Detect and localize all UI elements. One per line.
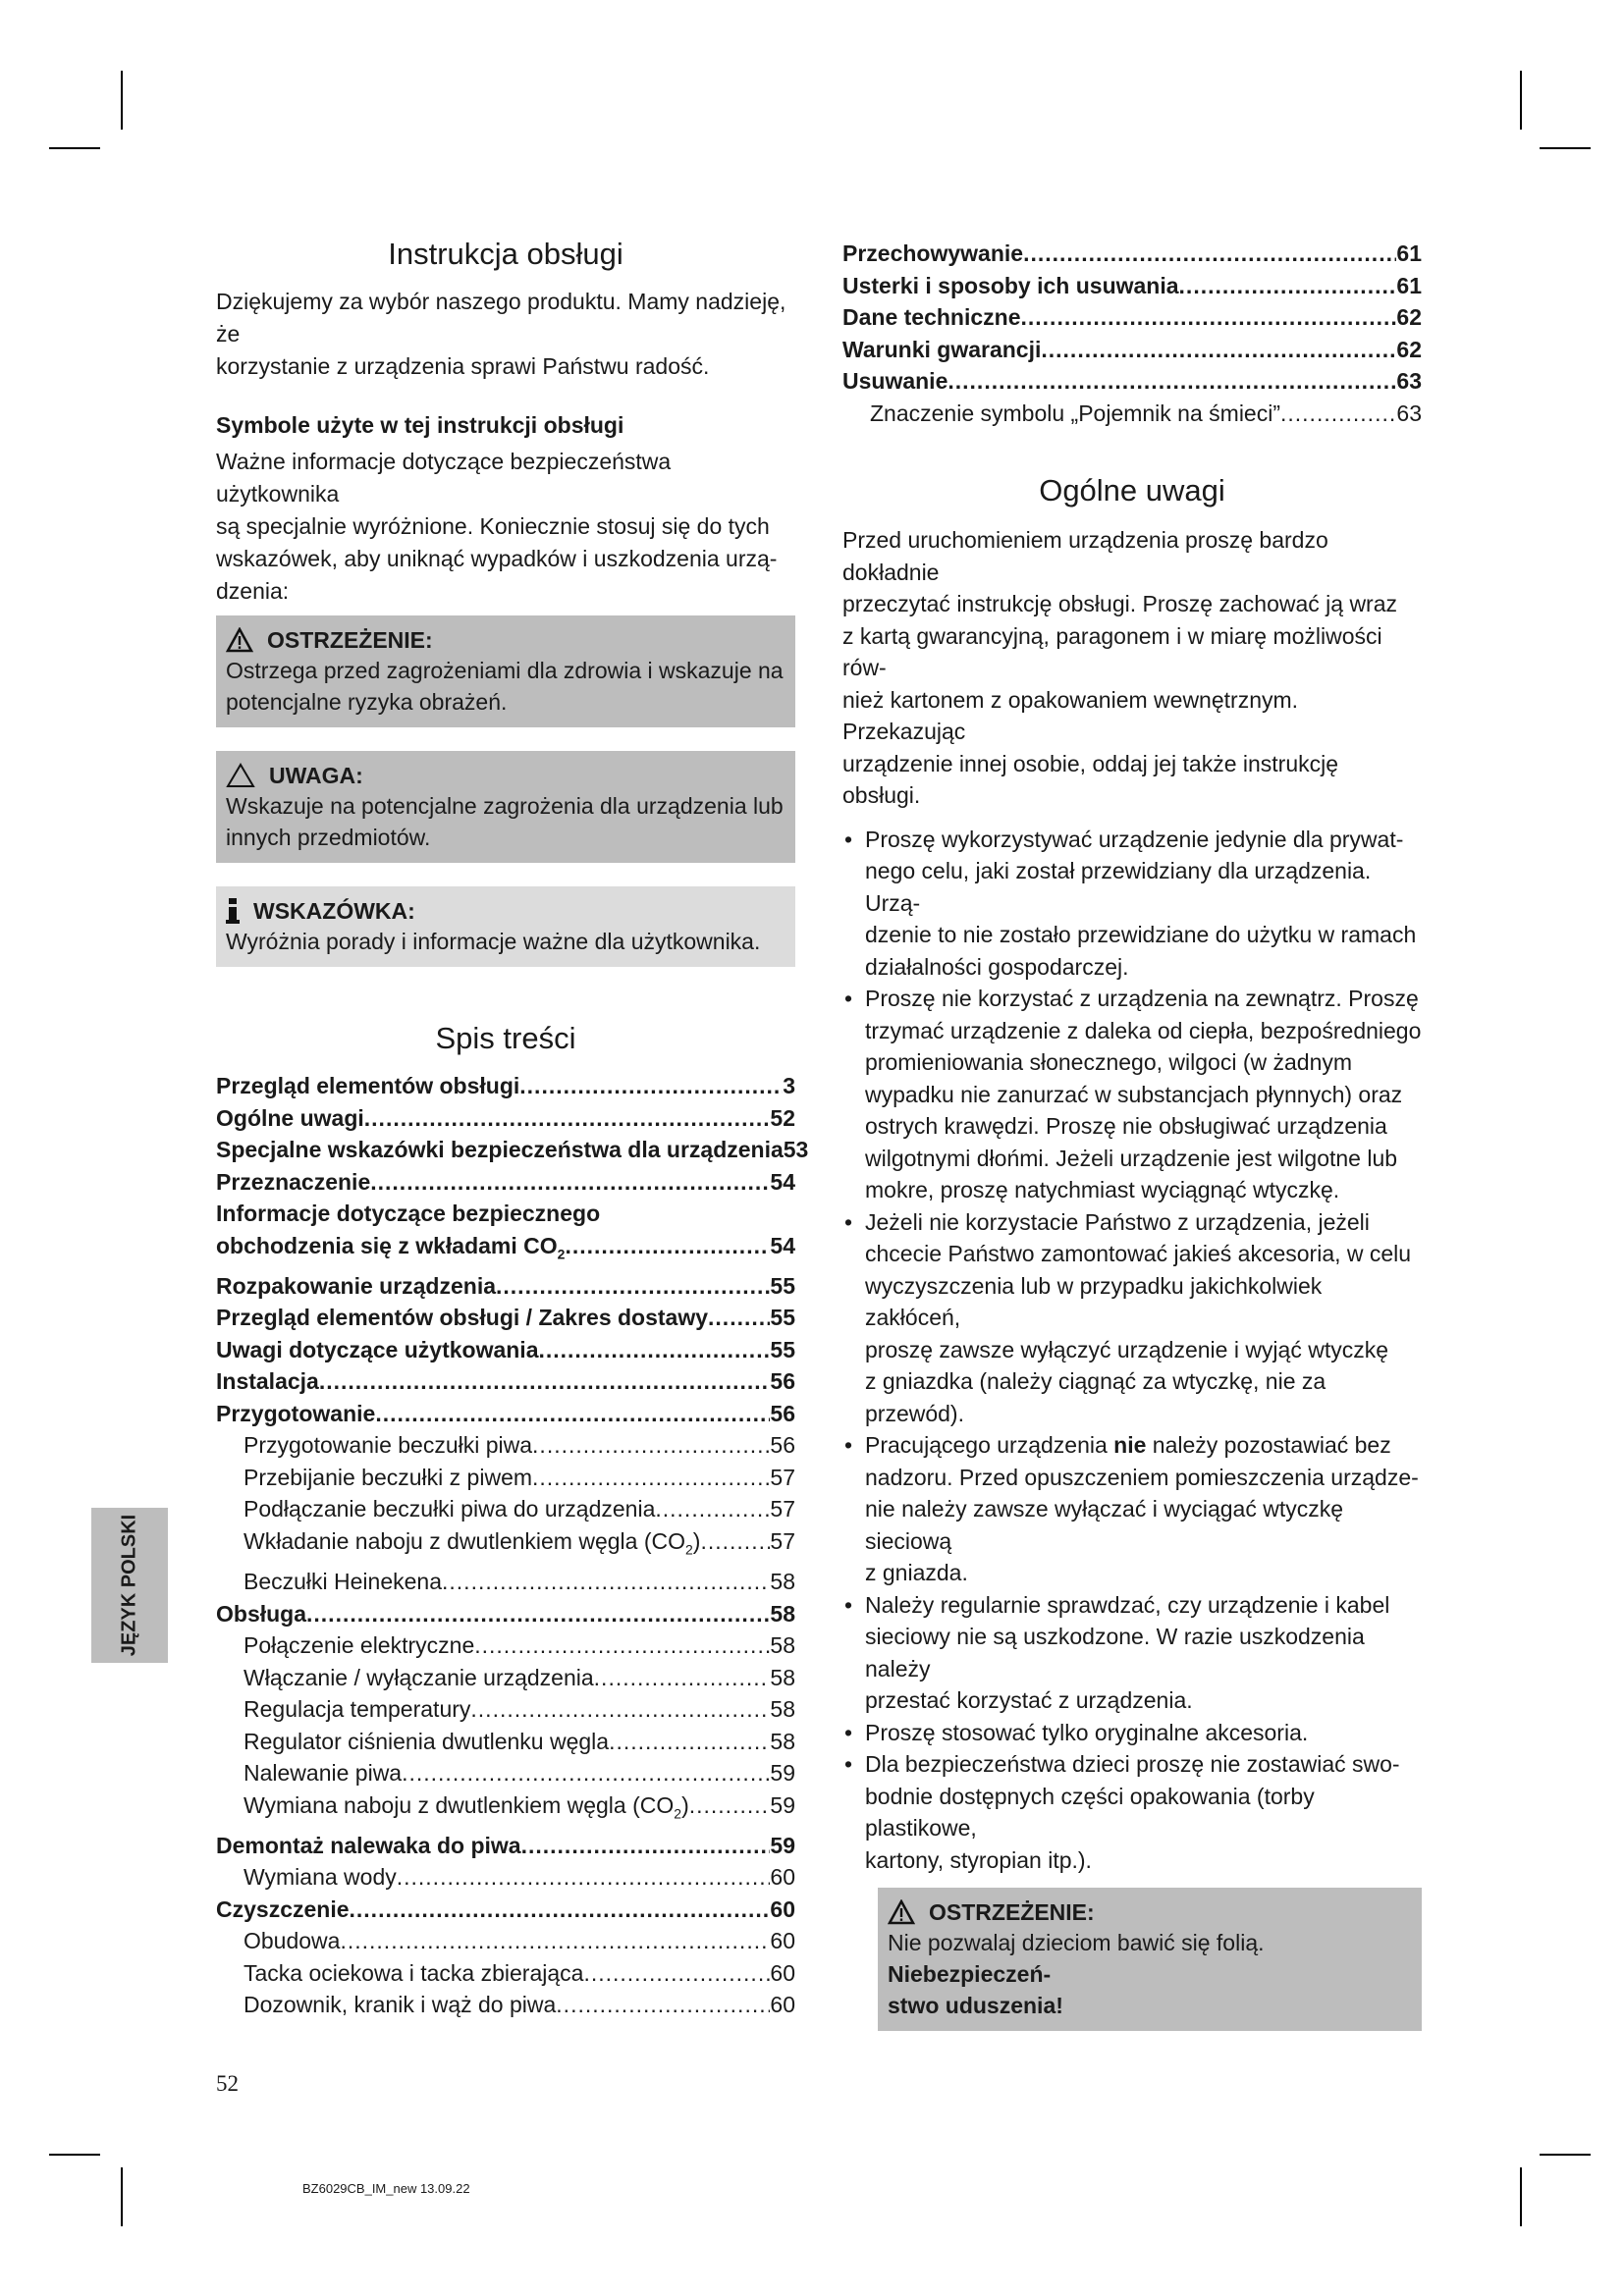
toc-label: Informacje dotyczące bezpiecznego <box>216 1201 601 1227</box>
text-line: Dziękujemy za wybór naszego produktu. Mamy nadzieję, że <box>216 289 786 347</box>
bullet-item: • Proszę wykorzystywać urządzenie jedynie dla prywat- nego celu, jaki został przewidziany dla urządzenia. Urzą- dzenie to nie zostało przewidziane do użytku w ramach działalności gospodarczej. <box>842 824 1422 984</box>
warning-text <box>226 655 784 718</box>
toc-label: obchodzenia się z wkładami $CO_2$ <box>216 1232 566 1262</box>
warning-triangle-icon <box>888 1899 915 1925</box>
crop-mark <box>1540 2154 1591 2156</box>
tip-title: WSKAZÓWKA: <box>253 898 415 925</box>
crop-mark <box>1520 2167 1522 2226</box>
toc-entry[interactable] <box>216 1789 795 1830</box>
toc-label: Ogólne uwagi <box>216 1104 364 1131</box>
toc-entry[interactable] <box>216 1861 795 1894</box>
toc-page: 60 <box>770 1928 795 1954</box>
intro-lead <box>216 286 795 383</box>
toc-page: 62 <box>1396 336 1422 362</box>
toc-entry[interactable] <box>216 1693 795 1726</box>
text-line: potencjalne ryzyka obrażeń. <box>226 689 508 716</box>
toc-page: 60 <box>770 1992 795 2018</box>
toc-page: 55 <box>770 1272 795 1299</box>
toc-entry[interactable] <box>216 1662 795 1694</box>
toc-entry[interactable] <box>216 1398 795 1430</box>
text-line: Przed uruchomieniem urządzenia proszę bardzo dokładnie <box>842 527 1328 585</box>
caution-text <box>226 790 784 853</box>
toc-entry[interactable] <box>842 270 1422 302</box>
toc-page: 56 <box>770 1368 795 1395</box>
toc-entry[interactable] <box>216 1566 795 1598</box>
toc-entry[interactable] <box>216 1230 795 1270</box>
toc-label: Wymiana naboju z dwutlenkiem węgla $(CO_2)$ <box>244 1791 689 1822</box>
toc-label: Podłączanie beczułki piwa do urządzenia <box>244 1496 656 1522</box>
text-line: przeczytać instrukcję obsługi. Proszę zachować ją wraz <box>842 591 1398 617</box>
text-line: z kartą gwarancyjną, paragonem i w miarę możliwości rów- <box>842 622 1382 681</box>
text-line: są specjalnie wyróżnione. Koniecznie stosuj się do tych <box>216 513 770 540</box>
symbols-heading: Symbole użyte w tej instrukcji obsługi <box>216 412 624 439</box>
crop-mark <box>121 71 123 130</box>
toc-page: 56 <box>770 1400 795 1426</box>
toc-page: 61 <box>1396 240 1422 266</box>
right-column <box>842 238 1422 2031</box>
toc-label: Włączanie / wyłączanie urządzenia <box>244 1664 594 1690</box>
toc-label: Czyszczenie <box>216 1896 350 1922</box>
toc-entry[interactable] <box>216 1830 795 1862</box>
toc-label: Wkładanie naboju z dwutlenkiem węgla $(CO_2)$ <box>244 1527 701 1558</box>
toc-label: Instalacja <box>216 1368 319 1395</box>
toc-entry[interactable] <box>842 334 1422 366</box>
toc-left <box>216 1070 809 2020</box>
toc-entry[interactable] <box>842 238 1422 270</box>
toc-entry[interactable] <box>216 1757 795 1789</box>
general-intro <box>842 524 1422 812</box>
toc-entry[interactable] <box>216 1302 795 1334</box>
toc-page: 57 <box>770 1464 795 1490</box>
toc-page: 63 <box>1396 400 1422 426</box>
safety-bullets <box>842 824 1422 1877</box>
toc-label: Przebijanie beczułki z piwem <box>244 1464 533 1490</box>
toc-entry[interactable] <box>216 1894 795 1926</box>
toc-label: Wymiana wody <box>244 1864 397 1891</box>
toc-page: 62 <box>1396 304 1422 330</box>
toc-page: 59 <box>770 1791 795 1818</box>
manual-title: Instrukcja obsługi <box>388 237 623 271</box>
toc-label: Przygotowanie <box>216 1400 376 1426</box>
toc-page: 60 <box>770 1864 795 1891</box>
toc-entry[interactable] <box>216 1493 795 1525</box>
text-line: Wskazuje na potencjalne zagrożenia dla urządzenia lub <box>226 793 784 820</box>
toc-page: 60 <box>770 1959 795 1986</box>
toc-entry[interactable] <box>216 1070 795 1102</box>
toc-page: 59 <box>770 1760 795 1787</box>
toc-page: 58 <box>770 1696 795 1723</box>
bullet-item: • Proszę nie korzystać z urządzenia na zewnątrz. Proszę trzymać urządzenie z daleka od ciepła, bezpośredniego promieniowania słonecznego, wilgoci (w żadnym wypadku nie zanurzać w substancjach płynnych) oraz ostrych krawędzi. Proszę nie obsługiwać urządzenia wilgotnymi dłońmi. Jeżeli urządzenie jest wilgotne lub mokre, proszę natychmiast wyciągnąć wtyczkę. <box>842 983 1422 1206</box>
tip-notice <box>216 886 795 967</box>
text-line: innych przedmiotów. <box>226 825 431 851</box>
toc-label: Usterki i sposoby ich usuwania <box>842 272 1179 298</box>
toc-page: 63 <box>1396 368 1422 394</box>
text-line: korzystanie z urządzenia sprawi Państwu radość. <box>216 353 710 380</box>
crop-mark <box>1540 147 1591 149</box>
toc-right <box>842 238 1422 429</box>
text-line: Ważne informacje dotyczące bezpieczeństwa użytkownika <box>216 449 672 507</box>
caution-title: UWAGA: <box>269 763 363 789</box>
toc-entry[interactable] <box>216 1334 795 1366</box>
caution-notice <box>216 751 795 863</box>
warning-title: OSTRZEŻENIE: <box>929 1899 1095 1926</box>
caution-triangle-icon <box>226 763 255 788</box>
crop-mark <box>121 2167 123 2226</box>
toc-entry[interactable] <box>842 365 1422 398</box>
toc-entry[interactable] <box>216 1462 795 1494</box>
toc-label: Specjalne wskazówki bezpieczeństwa dla urządzenia <box>216 1137 784 1163</box>
language-label: JĘZYK POLSKI <box>118 1514 140 1657</box>
symbols-text <box>216 446 795 608</box>
toc-label: Dane techniczne <box>842 304 1021 330</box>
toc-label: Obsługa <box>216 1600 307 1627</box>
toc-entry[interactable] <box>216 1429 795 1462</box>
toc-entry[interactable] <box>842 398 1422 430</box>
bullet-item: • Jeżeli nie korzystacie Państwo z urządzenia, jeżeli chcecie Państwo zamontować jakieś akcesoria, w celu wyczyszczenia lub w przypadku jakichkolwiek zakłóceń, proszę zawsze wyłączyć urządzenie i wyjąć wtyczkę z gniazdka (należy ciągnąć za wtyczkę, nie za przewód). <box>842 1206 1422 1430</box>
toc-page: 53 <box>783 1137 809 1163</box>
crop-mark <box>49 2154 100 2156</box>
text-line: Ostrzega przed zagrożeniami dla zdrowia i wskazuje na <box>226 658 784 684</box>
toc-label: Przeznaczenie <box>216 1168 371 1195</box>
toc-label: Przechowywanie <box>842 240 1024 266</box>
toc-entry[interactable] <box>842 301 1422 334</box>
toc-page: 56 <box>770 1432 795 1459</box>
toc-label: Przegląd elementów obsługi <box>216 1073 520 1099</box>
toc-entry[interactable] <box>216 1629 795 1662</box>
toc-label: Obudowa <box>244 1928 341 1954</box>
toc-page: 58 <box>770 1664 795 1690</box>
language-side-tab <box>91 1508 168 1663</box>
toc-entry[interactable] <box>216 1598 795 1630</box>
print-footer: BZ6029CB_IM_new 13.09.22 <box>302 2181 470 2196</box>
toc-label: Znaczenie symbolu „Pojemnik na śmieci” <box>870 400 1280 426</box>
toc-page: 59 <box>770 1832 795 1858</box>
page-number: 52 <box>216 2071 239 2096</box>
toc-label: Warunki gwarancji <box>842 336 1042 362</box>
toc-page: 58 <box>770 1569 795 1595</box>
toc-page: 61 <box>1396 272 1422 298</box>
toc-entry[interactable] <box>216 1198 795 1230</box>
bullet-item: • Pracującego urządzenia nie należy pozostawiać bez nadzoru. Przed opuszczeniem pomieszczenia urządze- nie należy zawsze wyłączać i wyciągać wtyczkę sieciową z gniazda. <box>842 1429 1422 1589</box>
toc-label: Beczułki Heinekena <box>244 1569 443 1595</box>
crop-mark <box>49 147 100 149</box>
left-column <box>216 236 809 2021</box>
toc-page: 57 <box>770 1496 795 1522</box>
toc-entry[interactable] <box>216 1957 795 1990</box>
toc-page: 58 <box>770 1632 795 1659</box>
toc-page: 52 <box>770 1104 795 1131</box>
toc-entry[interactable] <box>216 1166 795 1199</box>
tip-text <box>226 926 784 957</box>
toc-label: Rozpakowanie urządzenia <box>216 1272 497 1299</box>
toc-entry[interactable] <box>216 1925 795 1957</box>
toc-label: Dozownik, kranik i wąż do piwa <box>244 1992 557 2018</box>
choking-warning-notice <box>878 1888 1422 2031</box>
toc-label: Tacka ociekowa i tacka zbierająca <box>244 1959 584 1986</box>
warning-text: Nie pozwalaj dzieciom bawić się folią. Niebezpieczeń- stwo uduszenia! <box>888 1930 1265 2019</box>
text-line: wskazówek, aby uniknąć wypadków i uszkodzenia urzą- <box>216 546 778 572</box>
toc-label: Uwagi dotyczące użytkowania <box>216 1336 539 1362</box>
toc-entry[interactable] <box>216 1726 795 1758</box>
toc-entry[interactable] <box>216 1102 795 1135</box>
text-line: dzenia: <box>216 578 290 605</box>
text-line: Wyróżnia porady i informacje ważne dla użytkownika. <box>226 929 761 955</box>
toc-entry[interactable] <box>216 1525 795 1566</box>
toc-label: Usuwanie <box>842 368 948 394</box>
warning-notice <box>216 615 795 727</box>
toc-page: 54 <box>770 1232 795 1258</box>
toc-page: 60 <box>770 1896 795 1922</box>
toc-page: 3 <box>783 1073 795 1099</box>
warning-triangle-icon <box>226 627 253 653</box>
toc-entry[interactable] <box>216 1365 795 1398</box>
toc-label: Połączenie elektryczne <box>244 1632 475 1659</box>
toc-entry[interactable] <box>216 1270 795 1303</box>
bullet-item: • Dla bezpieczeństwa dzieci proszę nie zostawiać swo- bodnie dostępnych części opakowania (torby plastikowe, kartony, styropian itp.). <box>842 1748 1422 1876</box>
bullet-item: • Proszę stosować tylko oryginalne akcesoria. <box>842 1717 1422 1749</box>
toc-page: 54 <box>770 1168 795 1195</box>
toc-page: 58 <box>770 1728 795 1754</box>
toc-page: 55 <box>770 1305 795 1331</box>
toc-label: Regulator ciśnienia dwutlenku węgla <box>244 1728 610 1754</box>
text-line: nież kartonem z opakowaniem wewnętrznym. Przekazując <box>842 686 1299 745</box>
toc-page: 58 <box>770 1600 795 1627</box>
toc-page: 57 <box>770 1527 795 1554</box>
toc-label: Demontaż nalewaka do piwa <box>216 1832 521 1858</box>
crop-mark <box>1520 71 1522 130</box>
toc-title: Spis treści <box>435 1021 576 1056</box>
general-notes-title: Ogólne uwagi <box>1039 473 1225 507</box>
bullet-item: • Należy regularnie sprawdzać, czy urządzenie i kabel sieciowy nie są uszkodzone. W razie uszkodzenia należy przestać korzystać z urządzenia. <box>842 1589 1422 1717</box>
warning-title: OSTRZEŻENIE: <box>267 627 433 654</box>
toc-page: 55 <box>770 1336 795 1362</box>
toc-entry[interactable] <box>216 1989 795 2021</box>
toc-label: Nalewanie piwa <box>244 1760 403 1787</box>
text-line: urządzenie innej osobie, oddaj jej także instrukcję obsługi. <box>842 750 1339 809</box>
toc-entry[interactable] <box>216 1134 809 1166</box>
toc-label: Regulacja temperatury <box>244 1696 471 1723</box>
toc-label: Przegląd elementów obsługi / Zakres dostawy <box>216 1305 709 1331</box>
info-icon <box>226 898 240 924</box>
toc-label: Przygotowanie beczułki piwa <box>244 1432 533 1459</box>
